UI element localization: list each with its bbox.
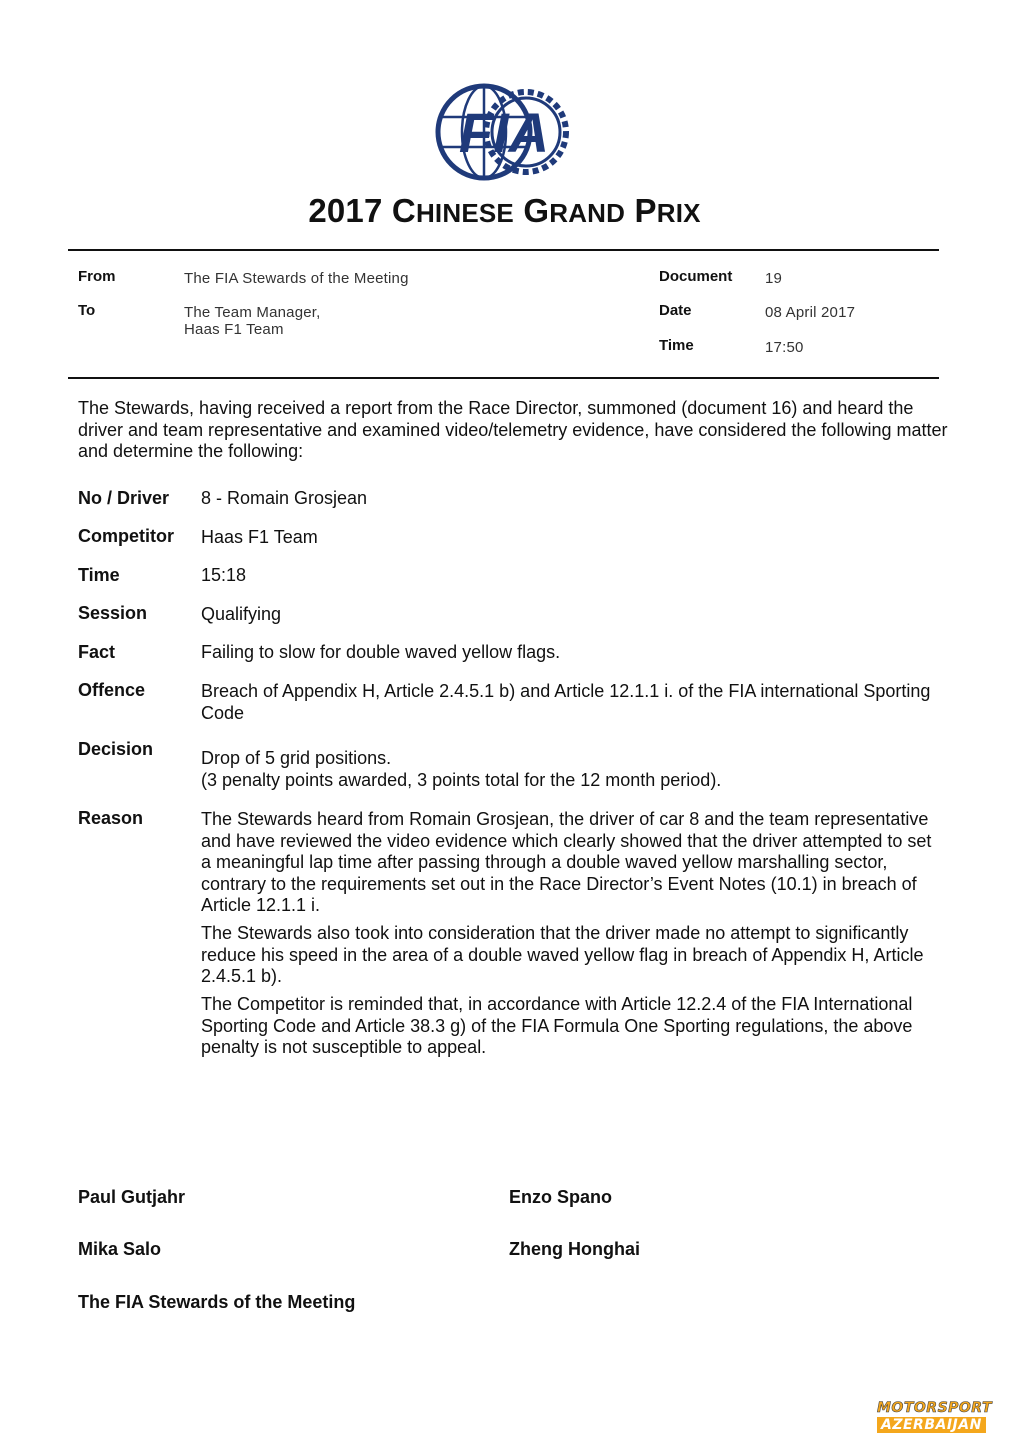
competitor-label: Competitor (78, 526, 174, 546)
incident-time-label: Time (78, 565, 120, 585)
date-value: 08 April 2017 (765, 304, 856, 321)
watermark-line2: AZERBAIJAN (877, 1417, 986, 1433)
driver-label: No / Driver (78, 488, 170, 508)
to-label: To (78, 302, 96, 319)
to-value-line2: Haas F1 Team (184, 321, 284, 338)
reason-label: Reason (78, 808, 144, 828)
title-word: RAND (549, 198, 626, 228)
incident-time-value: 15:18 (201, 565, 247, 585)
watermark-line1: MOTORSPORT (877, 1400, 993, 1416)
competitor-value: Haas F1 Team (201, 527, 318, 547)
title-year: 2017 (308, 192, 383, 229)
page-title (0, 192, 1009, 230)
document-value: 19 (765, 270, 783, 287)
title-word: HINESE (415, 198, 514, 228)
fact-value: Failing to slow for double waved yellow flags. (201, 642, 561, 662)
driver-value: 8 - Romain Grosjean (201, 488, 368, 508)
offence-value: Breach of Appendix H, Article 2.4.5.1 b) and Article 12.1.1 i. of the FIA international Sporting Code (201, 681, 931, 723)
header-top-rule (68, 249, 939, 251)
offence-label: Offence (78, 680, 146, 700)
fia-logo (434, 82, 576, 182)
fact-label: Fact (78, 642, 116, 662)
time-value: 17:50 (765, 339, 804, 356)
session-label: Session (78, 603, 148, 623)
time-label: Time (659, 337, 694, 354)
stewards-footer: The FIA Stewards of the Meeting (78, 1292, 356, 1312)
steward-signature: Mika Salo (78, 1239, 162, 1259)
intro-paragraph: The Stewards, having received a report from the Race Director, summoned (document 16) and heard the driver and team representative and examined video/telemetry evidence, have considered the following matter and determine the following: (78, 398, 948, 461)
reason-paragraph-2: The Stewards also took into consideration that the driver made no attempt to significantly reduce his speed in the area of a double waved yellow flag in breach of Appendix H, Article 2.4.5.1 b). (201, 923, 924, 986)
decision-line2: (3 penalty points awarded, 3 points total for the 12 month period). (201, 770, 722, 790)
header-bottom-rule (68, 377, 939, 379)
steward-signature: Zheng Honghai (509, 1239, 640, 1259)
decision-label: Decision (78, 739, 154, 759)
date-label: Date (659, 302, 692, 319)
session-value: Qualifying (201, 604, 282, 624)
reason-paragraph-1: The Stewards heard from Romain Grosjean, the driver of car 8 and the team representative and have reviewed the video evidence which clearly showed that the driver attempted to set a meaningful lap time after passing through a double waved yellow marshalling sector, contrary to the requirements set out in the Race Director’s Event Notes (10.1) in breach of Article 12.1.1 i. (201, 809, 932, 915)
title-word: RIX (656, 198, 701, 228)
from-label: From (78, 268, 116, 285)
document-label: Document (659, 268, 733, 285)
title-initial: C (391, 192, 416, 229)
to-value-line1: The Team Manager, (184, 304, 321, 321)
steward-signature: Enzo Spano (509, 1187, 612, 1207)
title-initial: G (523, 192, 550, 229)
decision-line1: Drop of 5 grid positions. (201, 748, 392, 768)
title-initial: P (634, 192, 657, 229)
reason-paragraph-3: The Competitor is reminded that, in accordance with Article 12.2.4 of the FIA International Sporting Code and Article 38.3 g) of the FIA Formula One Sporting regulations, the above penalty is not susceptible to appeal. (201, 994, 913, 1057)
logo-text: FIA (458, 101, 550, 164)
steward-signature: Paul Gutjahr (78, 1187, 186, 1207)
from-value: The FIA Stewards of the Meeting (184, 270, 409, 287)
motorsport-azerbaijan-watermark (877, 1400, 1005, 1433)
